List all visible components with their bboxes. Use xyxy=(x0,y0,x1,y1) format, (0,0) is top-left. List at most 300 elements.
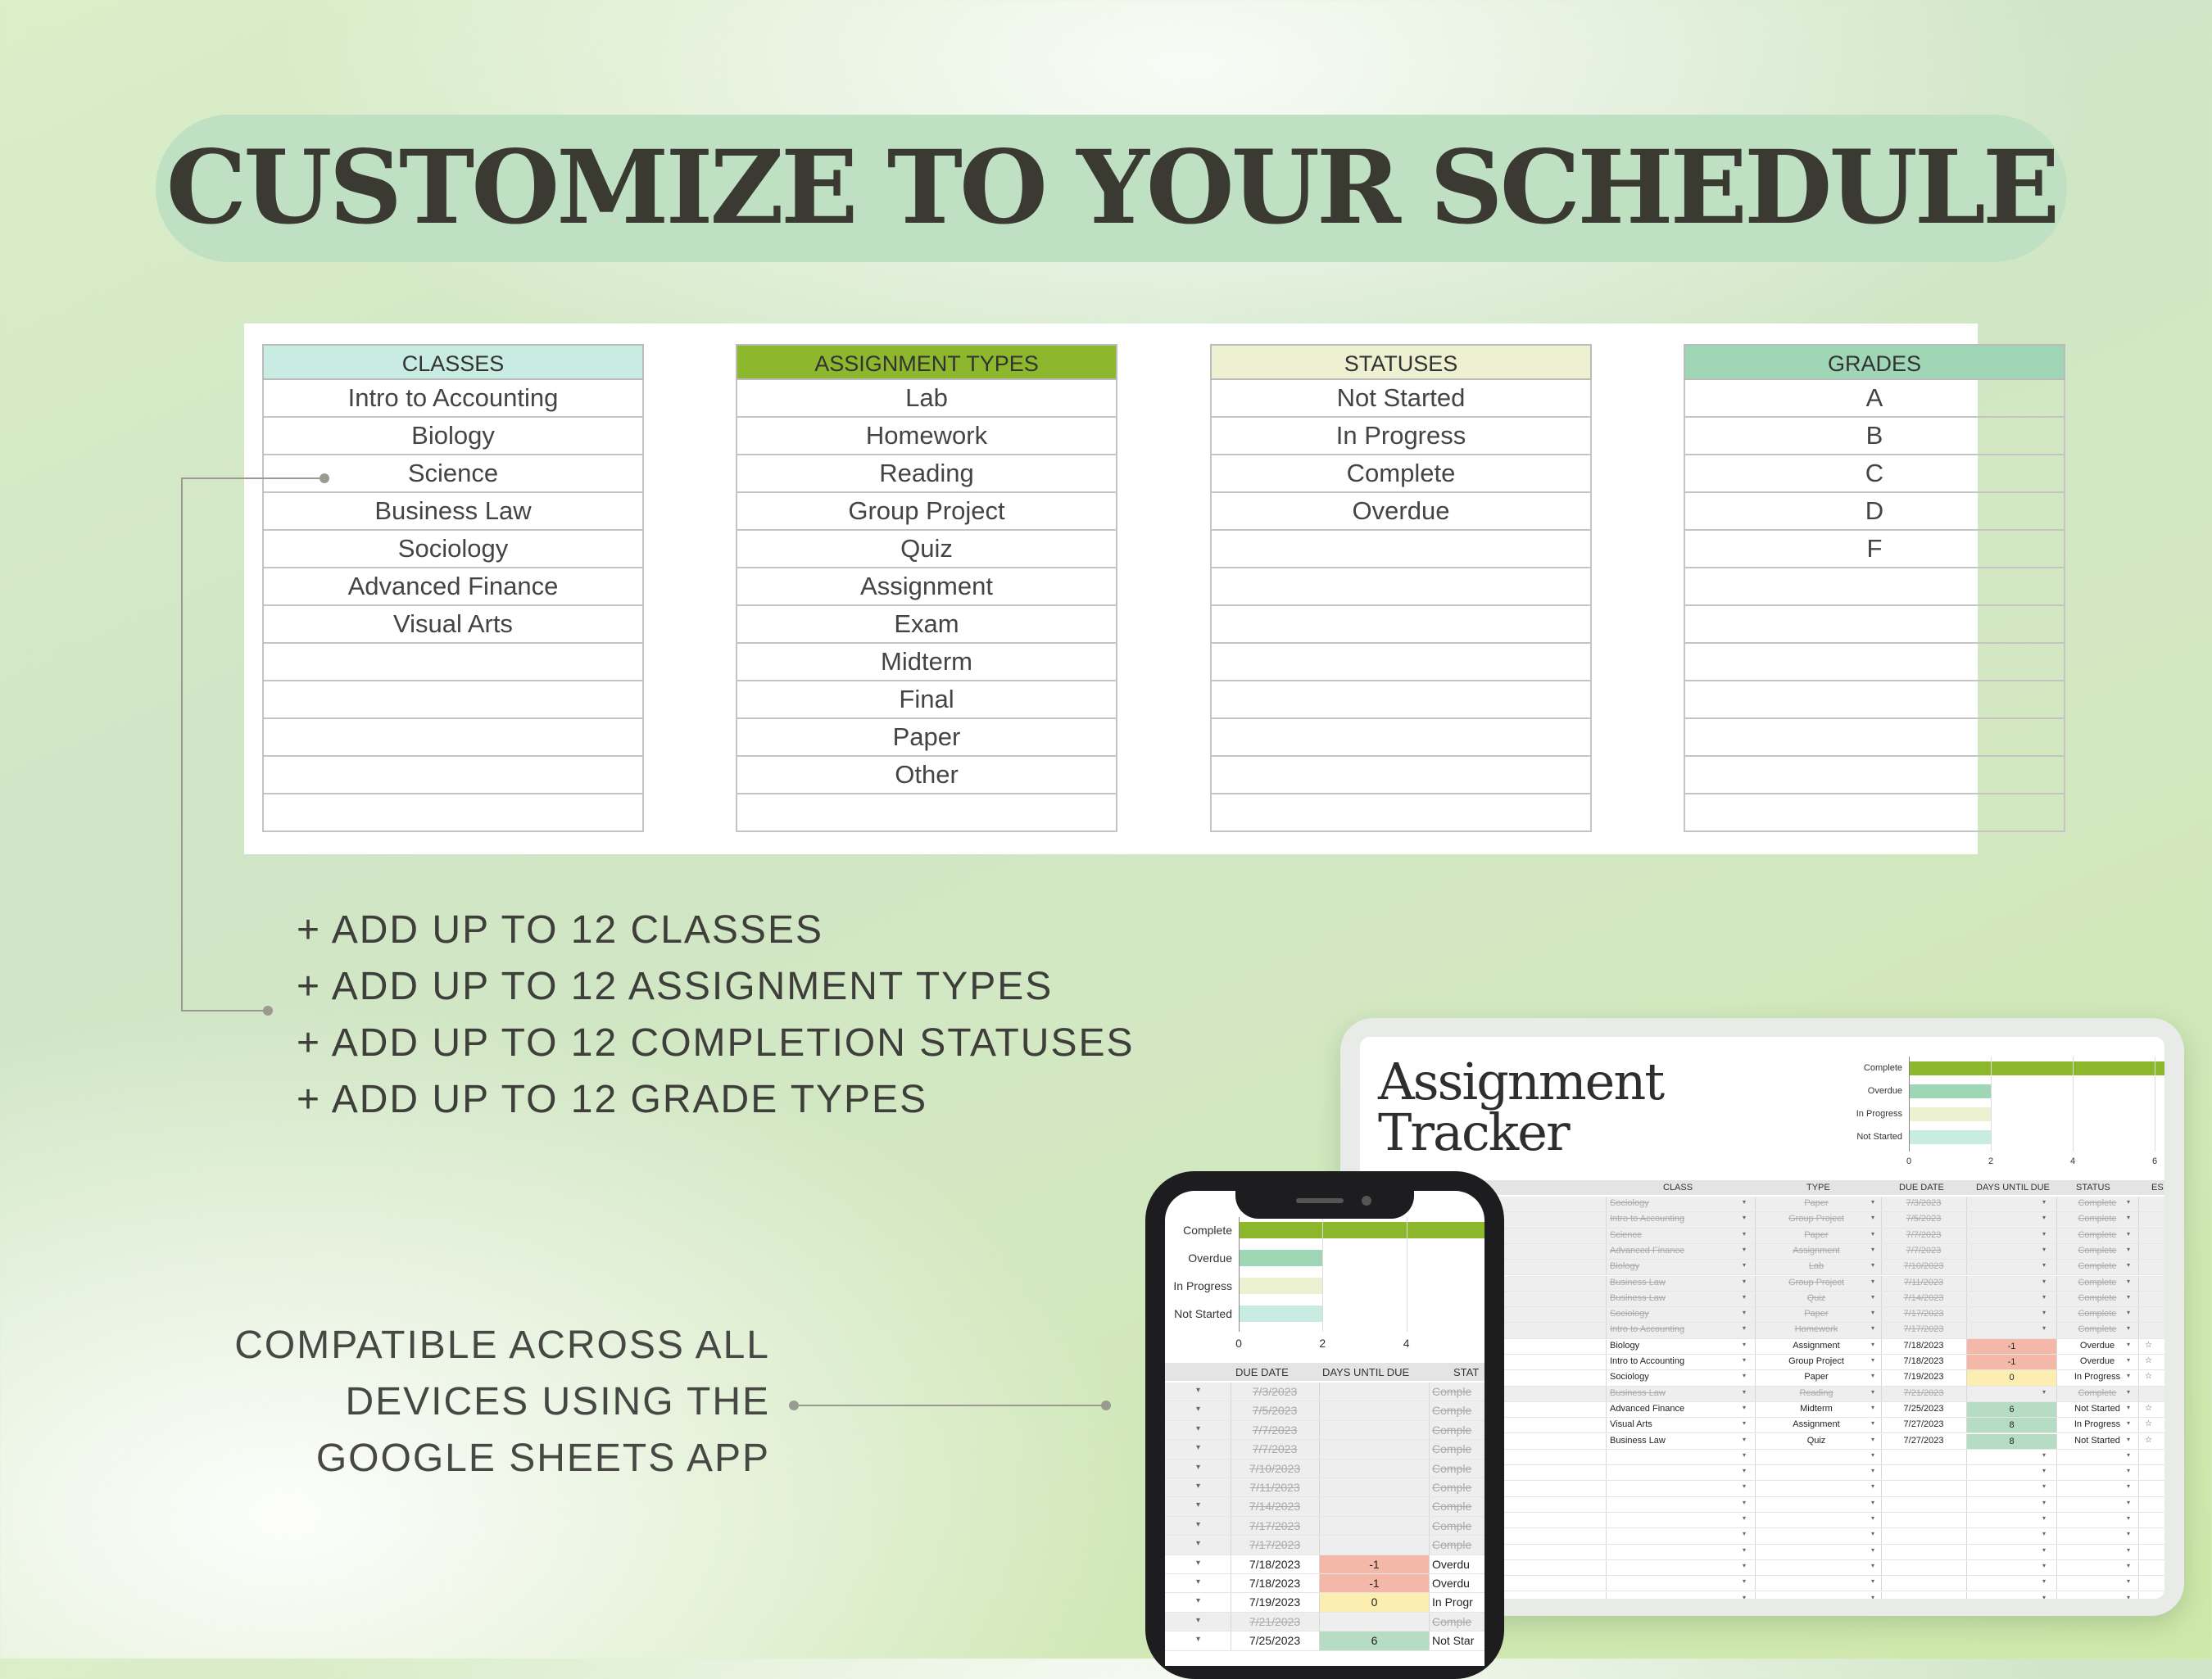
column-divider xyxy=(1966,1528,1967,1543)
chevron-down-icon[interactable]: ▾ xyxy=(1196,1462,1201,1472)
column-divider xyxy=(1881,1260,1882,1274)
chevron-down-icon[interactable]: ▾ xyxy=(1196,1577,1201,1586)
days-until-due-cell xyxy=(1320,1613,1429,1631)
chevron-down-icon[interactable]: ▾ xyxy=(2127,1340,2131,1348)
class-cell[interactable]: Intro to Accounting xyxy=(1610,1356,1685,1366)
class-cell[interactable]: Advanced Finance xyxy=(1610,1403,1685,1414)
chevron-down-icon[interactable]: ▾ xyxy=(2042,1261,2047,1269)
chevron-down-icon[interactable]: ▾ xyxy=(1196,1443,1201,1453)
chevron-down-icon[interactable]: ▾ xyxy=(1871,1419,1875,1428)
chevron-down-icon[interactable]: ▾ xyxy=(2042,1245,2047,1253)
column-divider xyxy=(2138,1197,2139,1211)
type-cell[interactable]: Group Project xyxy=(1788,1277,1844,1288)
column-divider xyxy=(1606,1339,1607,1354)
due-date-cell: 7/7/2023 xyxy=(1252,1423,1298,1437)
column-divider xyxy=(1881,1370,1882,1385)
column-divider xyxy=(1606,1465,1607,1480)
chevron-down-icon[interactable]: ▾ xyxy=(2042,1198,2047,1206)
chevron-down-icon[interactable]: ▾ xyxy=(2127,1435,2131,1443)
status-cell[interactable]: Overdu xyxy=(1432,1557,1470,1571)
class-cell[interactable]: Sociology xyxy=(1610,1372,1649,1383)
compat-line: GOOGLE SHEETS APP xyxy=(315,1437,770,1480)
type-cell[interactable]: Paper xyxy=(1804,1198,1829,1208)
status-cell[interactable]: Comple xyxy=(1432,1481,1472,1494)
chevron-down-icon[interactable]: ▾ xyxy=(1743,1277,1747,1285)
list-cell[interactable]: Paper xyxy=(736,719,1117,757)
chevron-down-icon[interactable]: ▾ xyxy=(2042,1292,2047,1301)
chart-category-label: Complete xyxy=(1183,1224,1232,1237)
chevron-down-icon[interactable]: ▾ xyxy=(1871,1450,1875,1459)
column-divider xyxy=(1881,1244,1882,1259)
chevron-down-icon[interactable]: ▾ xyxy=(1743,1419,1747,1428)
chevron-down-icon[interactable]: ▾ xyxy=(1196,1482,1201,1491)
chevron-down-icon[interactable]: ▾ xyxy=(1871,1482,1875,1491)
chevron-down-icon[interactable]: ▾ xyxy=(1743,1356,1747,1364)
chart-category-label: Not Started xyxy=(1856,1132,1902,1142)
days-until-due-cell: -1 xyxy=(1967,1339,2056,1354)
status-cell[interactable]: In Progress xyxy=(2074,1419,2121,1430)
chevron-down-icon[interactable]: ▾ xyxy=(1196,1615,1201,1625)
chevron-down-icon[interactable]: ▾ xyxy=(2042,1214,2047,1222)
type-cell[interactable]: Quiz xyxy=(1806,1435,1826,1446)
due-date-cell: 7/7/2023 xyxy=(1906,1245,1942,1256)
chart-bar xyxy=(1909,1130,1991,1144)
chevron-down-icon[interactable]: ▾ xyxy=(2042,1545,2047,1554)
chevron-down-icon[interactable]: ▾ xyxy=(1196,1539,1201,1549)
chevron-down-icon[interactable]: ▾ xyxy=(1871,1356,1875,1364)
type-cell[interactable]: Lab xyxy=(1808,1261,1824,1272)
class-cell[interactable]: Business Law xyxy=(1610,1387,1666,1398)
class-cell[interactable]: Intro to Accounting xyxy=(1610,1214,1685,1224)
chevron-down-icon[interactable]: ▾ xyxy=(1743,1309,1747,1317)
chevron-down-icon[interactable]: ▾ xyxy=(1871,1530,1875,1538)
chevron-down-icon[interactable]: ▾ xyxy=(1743,1403,1747,1411)
status-cell[interactable]: Overdue xyxy=(2079,1356,2115,1366)
status-cell[interactable]: Not Started xyxy=(2074,1403,2120,1414)
days-until-due-cell: 8 xyxy=(1967,1434,2056,1449)
chevron-down-icon[interactable]: ▾ xyxy=(2127,1450,2131,1459)
chevron-down-icon[interactable]: ▾ xyxy=(1871,1261,1875,1269)
chevron-down-icon[interactable]: ▾ xyxy=(2127,1482,2131,1491)
type-cell[interactable]: Assignment xyxy=(1793,1245,1840,1256)
class-cell[interactable]: Sociology xyxy=(1610,1309,1649,1319)
status-cell[interactable]: Complete xyxy=(2078,1387,2117,1398)
class-cell[interactable]: Intro to Accounting xyxy=(1610,1324,1685,1335)
column-divider xyxy=(1755,1339,1756,1354)
type-cell[interactable]: Quiz xyxy=(1806,1292,1826,1303)
chevron-down-icon[interactable]: ▾ xyxy=(1743,1514,1747,1522)
column-divider xyxy=(1429,1536,1430,1554)
chart-bar xyxy=(1909,1061,2164,1075)
list-cell[interactable]: Other xyxy=(736,757,1117,794)
chevron-down-icon[interactable]: ▾ xyxy=(2127,1356,2131,1364)
column-divider xyxy=(2138,1560,2139,1575)
chevron-down-icon[interactable]: ▾ xyxy=(1871,1403,1875,1411)
chevron-down-icon[interactable]: ▾ xyxy=(1743,1482,1747,1491)
list-cell[interactable]: Complete xyxy=(1210,455,1592,493)
chart-category-label: Not Started xyxy=(1174,1307,1232,1320)
chart-category-label: In Progress xyxy=(1856,1109,1902,1119)
chevron-down-icon[interactable]: ▾ xyxy=(1196,1386,1201,1395)
chevron-down-icon[interactable]: ▾ xyxy=(2042,1277,2047,1285)
type-cell[interactable]: Paper xyxy=(1804,1309,1829,1319)
status-cell[interactable]: Complete xyxy=(2078,1229,2117,1240)
chevron-down-icon[interactable]: ▾ xyxy=(1871,1277,1875,1285)
column-divider xyxy=(1429,1401,1430,1419)
type-cell[interactable]: Assignment xyxy=(1793,1419,1840,1430)
chevron-down-icon[interactable]: ▾ xyxy=(2127,1214,2131,1222)
list-cell[interactable]: D xyxy=(1684,493,2065,531)
column-divider xyxy=(1755,1560,1756,1575)
star-icon: ☆ xyxy=(2145,1340,2152,1350)
days-until-due-cell xyxy=(1967,1387,2056,1401)
chevron-down-icon[interactable]: ▾ xyxy=(2127,1309,2131,1317)
chevron-down-icon[interactable]: ▾ xyxy=(1871,1229,1875,1238)
star-icon: ☆ xyxy=(2145,1356,2152,1365)
due-date-cell: 7/14/2023 xyxy=(1249,1500,1301,1514)
chevron-down-icon[interactable]: ▾ xyxy=(2127,1403,2131,1411)
chevron-down-icon[interactable]: ▾ xyxy=(1743,1467,1747,1475)
chevron-down-icon[interactable]: ▾ xyxy=(1871,1387,1875,1396)
status-cell[interactable]: Comple xyxy=(1432,1461,1472,1475)
chevron-down-icon[interactable]: ▾ xyxy=(1743,1498,1747,1506)
chevron-down-icon[interactable]: ▾ xyxy=(1743,1245,1747,1253)
chevron-down-icon[interactable]: ▾ xyxy=(2127,1577,2131,1586)
chevron-down-icon[interactable]: ▾ xyxy=(1743,1593,1747,1599)
column-divider xyxy=(2056,1513,2057,1527)
chevron-down-icon[interactable]: ▾ xyxy=(1743,1545,1747,1554)
column-divider xyxy=(1429,1383,1430,1401)
list-cell[interactable]: Overdue xyxy=(1210,493,1592,531)
column-divider xyxy=(1966,1513,1967,1527)
chevron-down-icon[interactable]: ▾ xyxy=(1871,1467,1875,1475)
chevron-down-icon[interactable]: ▾ xyxy=(2127,1593,2131,1599)
chevron-down-icon[interactable]: ▾ xyxy=(1871,1514,1875,1522)
days-until-due-cell: 0 xyxy=(1967,1370,2056,1385)
chevron-down-icon[interactable]: ▾ xyxy=(2042,1324,2047,1333)
chevron-down-icon[interactable]: ▾ xyxy=(2127,1419,2131,1428)
chevron-down-icon[interactable]: ▾ xyxy=(2127,1387,2131,1396)
days-until-due-cell: 0 xyxy=(1320,1593,1429,1611)
chevron-down-icon[interactable]: ▾ xyxy=(2042,1482,2047,1491)
days-until-due-cell: -1 xyxy=(1967,1355,2056,1369)
chevron-down-icon[interactable]: ▾ xyxy=(1196,1558,1201,1568)
status-cell[interactable]: Comple xyxy=(1432,1423,1472,1437)
chevron-down-icon[interactable]: ▾ xyxy=(1871,1324,1875,1333)
chevron-down-icon[interactable]: ▾ xyxy=(2127,1245,2131,1253)
compat-line: COMPATIBLE ACROSS ALL xyxy=(234,1324,770,1367)
camera-dot xyxy=(1362,1196,1371,1206)
column-divider xyxy=(1881,1465,1882,1480)
column-divider xyxy=(1966,1481,1967,1496)
chevron-down-icon[interactable]: ▾ xyxy=(2127,1561,2131,1569)
list-cell[interactable]: In Progress xyxy=(1210,418,1592,455)
chevron-down-icon[interactable]: ▾ xyxy=(2042,1229,2047,1238)
chevron-down-icon[interactable]: ▾ xyxy=(1196,1405,1201,1414)
chevron-down-icon[interactable]: ▾ xyxy=(1871,1214,1875,1222)
chart-tick-label: 2 xyxy=(1319,1337,1326,1350)
chevron-down-icon[interactable]: ▾ xyxy=(2127,1372,2131,1380)
class-cell[interactable]: Advanced Finance xyxy=(1610,1245,1685,1256)
list-cell[interactable]: Business Law xyxy=(262,493,644,531)
status-cell[interactable]: Not Star xyxy=(1432,1634,1475,1648)
chevron-down-icon[interactable]: ▾ xyxy=(1743,1450,1747,1459)
status-cell[interactable]: Complete xyxy=(2078,1292,2117,1303)
class-cell[interactable]: Business Law xyxy=(1610,1292,1666,1303)
chevron-down-icon[interactable]: ▾ xyxy=(1743,1387,1747,1396)
chevron-down-icon[interactable]: ▾ xyxy=(1743,1577,1747,1586)
class-cell[interactable]: Sociology xyxy=(1610,1198,1649,1208)
list-cell[interactable]: Assignment xyxy=(736,568,1117,606)
list-cell[interactable]: Quiz xyxy=(736,531,1117,568)
column-divider xyxy=(2138,1355,2139,1369)
status-cell[interactable]: Complete xyxy=(2078,1245,2117,1256)
column-divider xyxy=(2138,1576,2139,1591)
list-cell[interactable]: Final xyxy=(736,681,1117,719)
status-cell[interactable]: In Progress xyxy=(2074,1372,2121,1383)
class-cell[interactable]: Biology xyxy=(1610,1340,1640,1351)
chevron-down-icon[interactable]: ▾ xyxy=(2127,1530,2131,1538)
column-divider xyxy=(2138,1229,2139,1243)
chevron-down-icon[interactable]: ▾ xyxy=(1871,1577,1875,1586)
due-date-cell: 7/21/2023 xyxy=(1903,1387,1944,1398)
chevron-down-icon[interactable]: ▾ xyxy=(2127,1261,2131,1269)
chevron-down-icon[interactable]: ▾ xyxy=(2042,1467,2047,1475)
chevron-down-icon[interactable]: ▾ xyxy=(1743,1530,1747,1538)
column-divider xyxy=(1606,1260,1607,1274)
connector-dot xyxy=(789,1401,799,1410)
chevron-down-icon[interactable]: ▾ xyxy=(1871,1435,1875,1443)
status-cell[interactable]: Complete xyxy=(2078,1277,2117,1288)
status-cell[interactable]: Comple xyxy=(1432,1404,1472,1418)
column-divider xyxy=(2138,1528,2139,1543)
column-divider xyxy=(1966,1465,1967,1480)
status-cell[interactable]: Complete xyxy=(2078,1261,2117,1272)
class-cell[interactable]: Biology xyxy=(1610,1261,1640,1272)
chevron-down-icon[interactable]: ▾ xyxy=(1743,1261,1747,1269)
chevron-down-icon[interactable]: ▾ xyxy=(1743,1340,1747,1348)
status-cell[interactable]: Comple xyxy=(1432,1518,1472,1532)
due-date-cell: 7/3/2023 xyxy=(1906,1198,1942,1208)
column-divider xyxy=(1755,1434,1756,1449)
chevron-down-icon[interactable]: ▾ xyxy=(2127,1229,2131,1238)
type-cell[interactable]: Homework xyxy=(1794,1324,1838,1335)
column-divider xyxy=(1755,1370,1756,1385)
list-cell[interactable]: Not Started xyxy=(1210,380,1592,418)
list-cell[interactable]: Intro to Accounting xyxy=(262,380,644,418)
column-divider xyxy=(1606,1323,1607,1337)
chevron-down-icon[interactable]: ▾ xyxy=(1871,1561,1875,1569)
chevron-down-icon[interactable]: ▾ xyxy=(2042,1514,2047,1522)
status-cell[interactable]: Complete xyxy=(2078,1198,2117,1208)
list-cell[interactable]: A xyxy=(1684,380,2065,418)
list-cell[interactable]: Visual Arts xyxy=(262,606,644,644)
chevron-down-icon[interactable]: ▾ xyxy=(1196,1635,1201,1645)
list-cell[interactable]: Biology xyxy=(262,418,644,455)
class-cell[interactable]: Visual Arts xyxy=(1610,1419,1652,1430)
chart-tick-label: 0 xyxy=(1906,1156,1912,1166)
column-divider xyxy=(1606,1545,1607,1559)
type-cell[interactable]: Paper xyxy=(1804,1229,1829,1240)
list-cell[interactable]: C xyxy=(1684,455,2065,493)
status-cell[interactable]: Not Started xyxy=(2074,1435,2120,1446)
chevron-down-icon[interactable]: ▾ xyxy=(1743,1372,1747,1380)
due-date-cell: 7/7/2023 xyxy=(1906,1229,1942,1240)
column-divider xyxy=(2138,1513,2139,1527)
type-cell[interactable]: Group Project xyxy=(1788,1356,1844,1366)
chart-gridline xyxy=(1991,1057,1992,1152)
chevron-down-icon[interactable]: ▾ xyxy=(1743,1292,1747,1301)
column-divider xyxy=(1606,1402,1607,1417)
column-divider xyxy=(1755,1528,1756,1543)
chevron-down-icon[interactable]: ▾ xyxy=(2042,1450,2047,1459)
list-cell[interactable]: Reading xyxy=(736,455,1117,493)
sheet-column-header: DAYS UNTIL DUE xyxy=(1976,1183,2050,1192)
column-divider xyxy=(2056,1592,2057,1600)
status-cell[interactable]: Overdu xyxy=(1432,1577,1470,1590)
days-until-due-cell xyxy=(1967,1229,2056,1243)
chevron-down-icon[interactable]: ▾ xyxy=(1871,1340,1875,1348)
chevron-down-icon[interactable]: ▾ xyxy=(1196,1596,1201,1606)
status-cell[interactable]: Complete xyxy=(2078,1324,2117,1335)
class-cell[interactable]: Science xyxy=(1610,1229,1643,1240)
status-cell[interactable]: Complete xyxy=(2078,1214,2117,1224)
column-divider xyxy=(1429,1613,1430,1631)
table-row xyxy=(1165,1555,1484,1574)
status-cell[interactable]: Comple xyxy=(1432,1500,1472,1514)
list-cell[interactable]: Sociology xyxy=(262,531,644,568)
column-divider xyxy=(2138,1323,2139,1337)
chevron-down-icon[interactable]: ▾ xyxy=(2042,1561,2047,1569)
status-cell[interactable]: Comple xyxy=(1432,1614,1472,1628)
type-cell[interactable]: Assignment xyxy=(1793,1340,1840,1351)
chevron-down-icon[interactable]: ▾ xyxy=(2127,1292,2131,1301)
sheet-column-header: STAT xyxy=(1453,1366,1480,1378)
chevron-down-icon[interactable]: ▾ xyxy=(1871,1245,1875,1253)
days-until-due-cell xyxy=(1320,1478,1429,1496)
column-divider xyxy=(1606,1370,1607,1385)
chevron-down-icon[interactable]: ▾ xyxy=(2042,1593,2047,1599)
chevron-down-icon[interactable]: ▾ xyxy=(1743,1324,1747,1333)
chevron-down-icon[interactable]: ▾ xyxy=(2127,1514,2131,1522)
chevron-down-icon[interactable]: ▾ xyxy=(1871,1198,1875,1206)
column-divider xyxy=(1881,1450,1882,1464)
status-cell[interactable]: Overdue xyxy=(2079,1340,2115,1351)
column-divider xyxy=(2138,1307,2139,1322)
column-divider xyxy=(1429,1460,1430,1478)
list-cell[interactable]: F xyxy=(1684,531,2065,568)
column-divider xyxy=(2138,1370,2139,1385)
table-row xyxy=(1165,1460,1484,1478)
chevron-down-icon[interactable]: ▾ xyxy=(1871,1292,1875,1301)
compat-line: DEVICES USING THE xyxy=(345,1380,770,1423)
column-divider xyxy=(1881,1292,1882,1306)
list-cell[interactable]: Midterm xyxy=(736,644,1117,681)
chevron-down-icon[interactable]: ▾ xyxy=(2042,1530,2047,1538)
status-cell[interactable]: Complete xyxy=(2078,1309,2117,1319)
status-cell[interactable]: Comple xyxy=(1432,1538,1472,1552)
column-divider xyxy=(1755,1355,1756,1369)
feature-line: + ADD UP TO 12 ASSIGNMENT TYPES xyxy=(297,965,1054,1008)
chevron-down-icon[interactable]: ▾ xyxy=(1871,1593,1875,1599)
due-date-cell: 7/17/2023 xyxy=(1903,1309,1944,1319)
chevron-down-icon[interactable]: ▾ xyxy=(1743,1214,1747,1222)
table-row xyxy=(1165,1421,1484,1440)
column-divider xyxy=(2138,1434,2139,1449)
chevron-down-icon[interactable]: ▾ xyxy=(1196,1519,1201,1529)
feature-line: + ADD UP TO 12 CLASSES xyxy=(297,908,823,952)
due-date-cell: 7/14/2023 xyxy=(1903,1292,1944,1303)
class-cell[interactable]: Business Law xyxy=(1610,1435,1666,1446)
due-date-cell: 7/11/2023 xyxy=(1903,1277,1944,1288)
chevron-down-icon[interactable]: ▾ xyxy=(2127,1467,2131,1475)
column-divider xyxy=(2138,1387,2139,1401)
list-cell[interactable]: Science xyxy=(262,455,644,493)
chevron-down-icon[interactable]: ▾ xyxy=(1196,1500,1201,1510)
chevron-down-icon[interactable]: ▾ xyxy=(1743,1435,1747,1443)
sheet-column-header: STATUS xyxy=(2076,1183,2110,1192)
days-until-due-cell: -1 xyxy=(1320,1555,1429,1573)
status-cell[interactable]: In Progr xyxy=(1432,1595,1473,1609)
column-divider xyxy=(1755,1418,1756,1432)
chevron-down-icon[interactable]: ▾ xyxy=(2127,1198,2131,1206)
chevron-down-icon[interactable]: ▾ xyxy=(2127,1545,2131,1554)
due-date-cell: 7/7/2023 xyxy=(1252,1442,1298,1456)
type-cell[interactable]: Group Project xyxy=(1788,1214,1844,1224)
chevron-down-icon[interactable]: ▾ xyxy=(2127,1498,2131,1506)
chevron-down-icon[interactable]: ▾ xyxy=(1871,1545,1875,1554)
list-cell[interactable]: Lab xyxy=(736,380,1117,418)
chevron-down-icon[interactable]: ▾ xyxy=(2042,1387,2047,1396)
list-cell[interactable]: Advanced Finance xyxy=(262,568,644,606)
column-divider xyxy=(1881,1418,1882,1432)
chevron-down-icon[interactable]: ▾ xyxy=(1871,1309,1875,1317)
column-divider xyxy=(1966,1560,1967,1575)
list-cell[interactable]: Group Project xyxy=(736,493,1117,531)
list-cell[interactable]: Homework xyxy=(736,418,1117,455)
chevron-down-icon[interactable]: ▾ xyxy=(2042,1309,2047,1317)
chevron-down-icon[interactable]: ▾ xyxy=(1743,1198,1747,1206)
sheet-column-header: DUE DATE xyxy=(1235,1366,1289,1378)
sheet-column-header: DUE DATE xyxy=(1899,1183,1944,1192)
chevron-down-icon[interactable]: ▾ xyxy=(1196,1423,1201,1433)
chevron-down-icon[interactable]: ▾ xyxy=(2042,1577,2047,1586)
status-cell[interactable]: Comple xyxy=(1432,1442,1472,1456)
column-divider xyxy=(1429,1517,1430,1535)
chart-category-label: Overdue xyxy=(1867,1086,1902,1096)
chevron-down-icon[interactable]: ▾ xyxy=(1871,1372,1875,1380)
column-divider xyxy=(1881,1513,1882,1527)
list-cell[interactable]: B xyxy=(1684,418,2065,455)
chevron-down-icon[interactable]: ▾ xyxy=(1743,1229,1747,1238)
column-divider xyxy=(1881,1212,1882,1227)
class-cell[interactable]: Business Law xyxy=(1610,1277,1666,1288)
column-divider xyxy=(1755,1244,1756,1259)
column-divider xyxy=(2138,1465,2139,1480)
column-divider xyxy=(1606,1513,1607,1527)
chevron-down-icon[interactable]: ▾ xyxy=(2127,1277,2131,1285)
chevron-down-icon[interactable]: ▾ xyxy=(2042,1498,2047,1506)
column-divider xyxy=(1755,1292,1756,1306)
chevron-down-icon[interactable]: ▾ xyxy=(1871,1498,1875,1506)
chevron-down-icon[interactable]: ▾ xyxy=(2127,1324,2131,1333)
type-cell[interactable]: Reading xyxy=(1799,1387,1834,1398)
type-cell[interactable]: Paper xyxy=(1804,1372,1829,1383)
chevron-down-icon[interactable]: ▾ xyxy=(1743,1561,1747,1569)
status-cell[interactable]: Comple xyxy=(1432,1385,1472,1398)
type-cell[interactable]: Midterm xyxy=(1800,1403,1833,1414)
list-cell[interactable]: Exam xyxy=(736,606,1117,644)
